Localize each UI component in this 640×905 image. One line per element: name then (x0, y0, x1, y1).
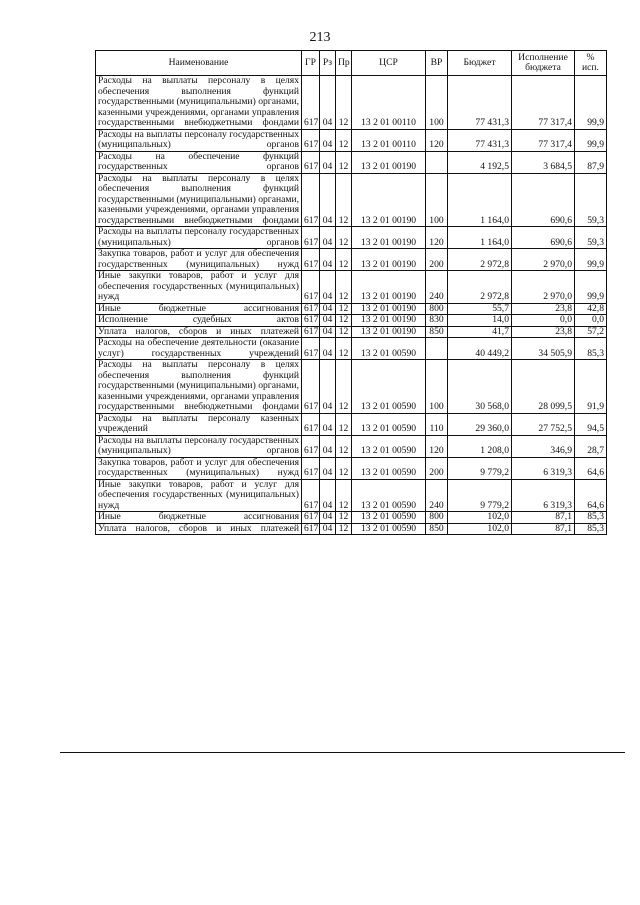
cell-name: Уплата налогов, сборов и иных платежей (96, 523, 302, 535)
cell-rz: 04 (320, 227, 336, 249)
cell-execution: 23,8 (512, 326, 575, 338)
cell-execution: 77 317,4 (512, 76, 575, 130)
cell-rz: 04 (320, 303, 336, 315)
cell-budget: 29 360,0 (448, 413, 512, 435)
cell-execution: 6 319,3 (512, 479, 575, 512)
cell-budget: 102,0 (448, 523, 512, 535)
cell-execution: 690,6 (512, 227, 575, 249)
cell-pr: 12 (336, 512, 352, 524)
cell-execution: 87,1 (512, 512, 575, 524)
table-header-row (96, 51, 607, 76)
footer-divider (60, 752, 625, 753)
cell-rz: 04 (320, 435, 336, 457)
cell-vr: 800 (426, 512, 448, 524)
cell-gr: 617 (302, 271, 320, 304)
cell-budget: 40 449,2 (448, 338, 512, 360)
cell-budget: 4 192,5 (448, 151, 512, 173)
cell-pct: 99,9 (575, 249, 607, 271)
cell-rz: 04 (320, 523, 336, 535)
cell-pct: 85,3 (575, 512, 607, 524)
header-gr: ГР (302, 51, 320, 76)
cell-name: Исполнение судебных актов (96, 315, 302, 327)
header-vr: ВР (426, 51, 448, 76)
header-execution: Исполнение бюджета (512, 51, 575, 76)
budget-execution-table (95, 50, 607, 535)
cell-name: Расходы на обеспечение деятельности (оказание услуг) государственных учреждений (96, 338, 302, 360)
cell-name: Расходы на выплаты персоналу государственных (муниципальных) органов (96, 129, 302, 151)
cell-budget: 14,0 (448, 315, 512, 327)
cell-pct: 57,2 (575, 326, 607, 338)
cell-name: Закупка товаров, работ и услуг для обеспечения государственных (муниципальных) нужд (96, 249, 302, 271)
cell-execution: 87,1 (512, 523, 575, 535)
table-row (96, 315, 607, 327)
cell-pct: 87,9 (575, 151, 607, 173)
cell-pct: 85,3 (575, 523, 607, 535)
cell-csr: 13 2 01 00190 (352, 173, 426, 227)
cell-csr: 13 2 01 00590 (352, 457, 426, 479)
cell-name: Расходы на выплаты персоналу государственных (муниципальных) органов (96, 227, 302, 249)
cell-gr: 617 (302, 173, 320, 227)
cell-gr: 617 (302, 129, 320, 151)
cell-vr: 120 (426, 227, 448, 249)
table-body (96, 76, 607, 535)
table-row (96, 227, 607, 249)
cell-budget: 77 431,3 (448, 76, 512, 130)
cell-pct: 0,0 (575, 315, 607, 327)
cell-budget: 2 972,8 (448, 271, 512, 304)
cell-name: Иные бюджетные ассигнования (96, 303, 302, 315)
cell-budget: 55,7 (448, 303, 512, 315)
cell-name: Расходы на выплаты персоналу в целях обеспечения выполнения функций государственными (муниципальными) органами, казенными учреждениями, органами управления государственными внебюджетными фондами (96, 360, 302, 414)
cell-pct: 91,9 (575, 360, 607, 414)
cell-vr: 100 (426, 173, 448, 227)
cell-execution: 28 099,5 (512, 360, 575, 414)
cell-vr: 120 (426, 435, 448, 457)
cell-pct: 59,3 (575, 173, 607, 227)
cell-gr: 617 (302, 360, 320, 414)
cell-budget: 41,7 (448, 326, 512, 338)
cell-gr: 617 (302, 523, 320, 535)
table-row (96, 338, 607, 360)
cell-csr: 13 2 01 00590 (352, 360, 426, 414)
cell-pr: 12 (336, 457, 352, 479)
cell-budget: 1 208,0 (448, 435, 512, 457)
cell-gr: 617 (302, 435, 320, 457)
page-number: 213 (309, 30, 331, 45)
header-csr: ЦСР (352, 51, 426, 76)
cell-vr: 240 (426, 271, 448, 304)
table-row (96, 129, 607, 151)
cell-csr: 13 2 01 00190 (352, 315, 426, 327)
cell-csr: 13 2 01 00590 (352, 338, 426, 360)
cell-vr: 850 (426, 326, 448, 338)
cell-gr: 617 (302, 227, 320, 249)
cell-name: Расходы на выплаты персоналу казенных учреждений (96, 413, 302, 435)
cell-budget: 1 164,0 (448, 173, 512, 227)
table-row (96, 76, 607, 130)
cell-gr: 617 (302, 151, 320, 173)
cell-rz: 04 (320, 315, 336, 327)
table-row (96, 435, 607, 457)
cell-gr: 617 (302, 413, 320, 435)
cell-rz: 04 (320, 326, 336, 338)
cell-vr: 240 (426, 479, 448, 512)
cell-name: Расходы на выплаты персоналу в целях обеспечения выполнения функций государственными (муниципальными) органами, казенными учреждениями, органами управления государственными внебюджетными фондами (96, 76, 302, 130)
cell-rz: 04 (320, 413, 336, 435)
cell-budget: 2 972,8 (448, 249, 512, 271)
cell-pr: 12 (336, 326, 352, 338)
cell-gr: 617 (302, 249, 320, 271)
cell-vr: 120 (426, 129, 448, 151)
table-row (96, 173, 607, 227)
cell-rz: 04 (320, 457, 336, 479)
cell-name: Иные бюджетные ассигнования (96, 512, 302, 524)
table-row (96, 457, 607, 479)
table-row (96, 326, 607, 338)
cell-name: Закупка товаров, работ и услуг для обеспечения государственных (муниципальных) нужд (96, 457, 302, 479)
cell-csr: 13 2 01 00110 (352, 129, 426, 151)
cell-name: Иные закупки товаров, работ и услуг для обеспечения государственных (муниципальных) нужд (96, 479, 302, 512)
cell-gr: 617 (302, 479, 320, 512)
cell-csr: 13 2 01 00190 (352, 303, 426, 315)
cell-pct: 94,5 (575, 413, 607, 435)
cell-execution: 0,0 (512, 315, 575, 327)
cell-pr: 12 (336, 523, 352, 535)
cell-rz: 04 (320, 173, 336, 227)
table-row (96, 413, 607, 435)
cell-execution: 34 505,9 (512, 338, 575, 360)
cell-pct: 64,6 (575, 457, 607, 479)
cell-pr: 12 (336, 227, 352, 249)
cell-budget: 9 779,2 (448, 479, 512, 512)
cell-vr (426, 151, 448, 173)
header-rz: Рз (320, 51, 336, 76)
header-pct: % исп. (575, 51, 607, 76)
cell-vr: 200 (426, 457, 448, 479)
cell-gr: 617 (302, 512, 320, 524)
cell-pct: 99,9 (575, 129, 607, 151)
table-row (96, 303, 607, 315)
cell-pct: 28,7 (575, 435, 607, 457)
header-pr: Пр (336, 51, 352, 76)
cell-gr: 617 (302, 76, 320, 130)
cell-execution: 690,6 (512, 173, 575, 227)
cell-pr: 12 (336, 303, 352, 315)
cell-pct: 99,9 (575, 76, 607, 130)
cell-csr: 13 2 01 00190 (352, 227, 426, 249)
cell-pr: 12 (336, 360, 352, 414)
cell-vr: 800 (426, 303, 448, 315)
cell-budget: 77 431,3 (448, 129, 512, 151)
cell-budget: 9 779,2 (448, 457, 512, 479)
table-row (96, 249, 607, 271)
cell-pr: 12 (336, 76, 352, 130)
cell-budget: 1 164,0 (448, 227, 512, 249)
cell-rz: 04 (320, 338, 336, 360)
cell-gr: 617 (302, 457, 320, 479)
cell-budget: 102,0 (448, 512, 512, 524)
cell-rz: 04 (320, 271, 336, 304)
table-row (96, 479, 607, 512)
cell-gr: 617 (302, 315, 320, 327)
cell-vr: 110 (426, 413, 448, 435)
cell-csr: 13 2 01 00590 (352, 435, 426, 457)
cell-execution: 27 752,5 (512, 413, 575, 435)
cell-rz: 04 (320, 249, 336, 271)
table-row (96, 523, 607, 535)
cell-name: Расходы на выплаты персоналу в целях обеспечения выполнения функций государственными (муниципальными) органами, казенными учреждениями, органами управления государственными внебюджетными фондами (96, 173, 302, 227)
cell-csr: 13 2 01 00190 (352, 151, 426, 173)
cell-pr: 12 (336, 129, 352, 151)
cell-pr: 12 (336, 315, 352, 327)
cell-rz: 04 (320, 512, 336, 524)
cell-rz: 04 (320, 76, 336, 130)
cell-name: Уплата налогов, сборов и иных платежей (96, 326, 302, 338)
table-row (96, 151, 607, 173)
cell-csr: 13 2 01 00190 (352, 326, 426, 338)
cell-pr: 12 (336, 271, 352, 304)
cell-vr (426, 338, 448, 360)
cell-execution: 6 319,3 (512, 457, 575, 479)
cell-name: Расходы на обеспечение функций государственных органов (96, 151, 302, 173)
cell-pct: 85,3 (575, 338, 607, 360)
cell-csr: 13 2 01 00590 (352, 512, 426, 524)
table-row (96, 271, 607, 304)
table-row (96, 360, 607, 414)
cell-pr: 12 (336, 479, 352, 512)
header-budget: Бюджет (448, 51, 512, 76)
cell-name: Расходы на выплаты персоналу государственных (муниципальных) органов (96, 435, 302, 457)
header-name: Наименование (96, 51, 302, 76)
cell-name: Иные закупки товаров, работ и услуг для обеспечения государственных (муниципальных) нужд (96, 271, 302, 304)
cell-execution: 3 684,5 (512, 151, 575, 173)
cell-pr: 12 (336, 151, 352, 173)
cell-pr: 12 (336, 249, 352, 271)
cell-pr: 12 (336, 173, 352, 227)
cell-vr: 100 (426, 76, 448, 130)
cell-pr: 12 (336, 435, 352, 457)
cell-pr: 12 (336, 413, 352, 435)
cell-vr: 850 (426, 523, 448, 535)
table-row (96, 512, 607, 524)
cell-rz: 04 (320, 479, 336, 512)
cell-execution: 77 317,4 (512, 129, 575, 151)
cell-pct: 99,9 (575, 271, 607, 304)
cell-rz: 04 (320, 129, 336, 151)
cell-csr: 13 2 01 00590 (352, 523, 426, 535)
cell-budget: 30 568,0 (448, 360, 512, 414)
cell-csr: 13 2 01 00590 (352, 413, 426, 435)
cell-pct: 64,6 (575, 479, 607, 512)
cell-pct: 42,8 (575, 303, 607, 315)
cell-gr: 617 (302, 303, 320, 315)
cell-execution: 2 970,0 (512, 271, 575, 304)
cell-execution: 2 970,0 (512, 249, 575, 271)
cell-pr: 12 (336, 338, 352, 360)
cell-gr: 617 (302, 326, 320, 338)
cell-csr: 13 2 01 00110 (352, 76, 426, 130)
cell-rz: 04 (320, 151, 336, 173)
cell-execution: 346,9 (512, 435, 575, 457)
cell-csr: 13 2 01 00190 (352, 249, 426, 271)
cell-rz: 04 (320, 360, 336, 414)
cell-gr: 617 (302, 338, 320, 360)
cell-vr: 100 (426, 360, 448, 414)
cell-execution: 23,8 (512, 303, 575, 315)
cell-pct: 59,3 (575, 227, 607, 249)
cell-vr: 200 (426, 249, 448, 271)
cell-vr: 830 (426, 315, 448, 327)
cell-csr: 13 2 01 00590 (352, 479, 426, 512)
cell-csr: 13 2 01 00190 (352, 271, 426, 304)
